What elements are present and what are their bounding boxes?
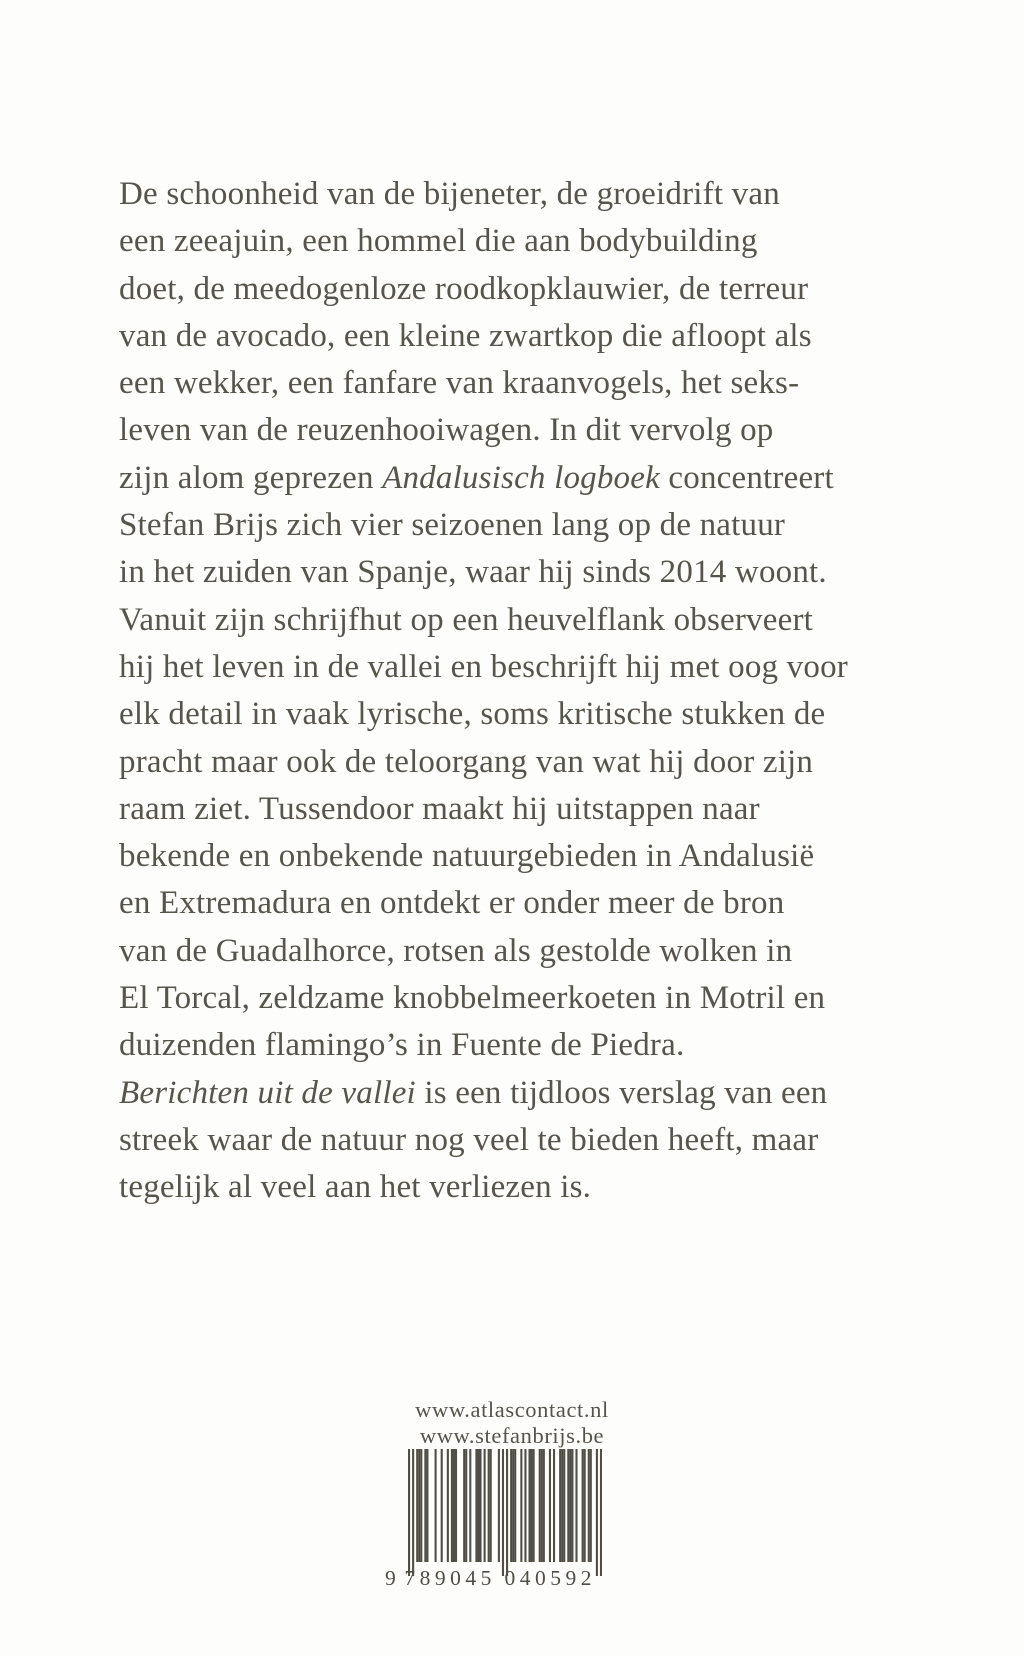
blurb-line: van de avocado, een kleine zwartkop die afloopt als	[119, 317, 812, 354]
ean13-barcode	[408, 1449, 602, 1576]
blurb-line: hij het leven in de vallei en beschrijft hij met oog voor	[119, 648, 848, 685]
blurb-line: van de Guadalhorce, rotsen als gestolde wolken in	[119, 932, 793, 969]
blurb-line: Vanuit zijn schrijfhut op een heuvelflank observeert	[119, 601, 814, 638]
blurb-line: Stefan Brijs zich vier seizoenen lang op de natuur	[119, 507, 786, 544]
blurb-line: een wekker, een fanfare van kraanvogels, het seks-	[119, 365, 800, 402]
isbn-first-digit: 9	[385, 1566, 396, 1590]
blurb-line: in het zuiden van Spanje, waar hij sinds 2014 woont.	[119, 554, 827, 591]
isbn-digits	[385, 1566, 596, 1590]
blurb-line: Berichten uit de vallei is een tijdloos verslag van een	[119, 1074, 828, 1111]
blurb-line: doet, de meedogenloze roodkopklauwier, de terreur	[119, 270, 809, 307]
blurb-line: leven van de reuzenhooiwagen. In dit vervolg op	[119, 412, 774, 449]
blurb-line: een zeeajuin, een hommel die aan bodybuilding	[119, 223, 758, 260]
author-url: www.stefanbrijs.be	[419, 1422, 605, 1448]
blurb-line: raam ziet. Tussendoor maakt hij uitstappen naar	[119, 790, 760, 827]
publisher-urls	[0, 1397, 1024, 1448]
blurb-line: bekende en onbekende natuurgebieden in Andalusië	[119, 838, 815, 875]
publisher-url: www.atlascontact.nl	[415, 1397, 609, 1422]
blurb-line: De schoonheid van de bijeneter, de groeidrift van	[119, 176, 780, 212]
blurb-line: tegelijk al veel aan het verliezen is.	[119, 1169, 592, 1206]
blurb-line: El Torcal, zeldzame knobbelmeerkoeten in Motril en	[119, 980, 826, 1017]
blurb-line: streek waar de natuur nog veel te bieden heeft, maar	[119, 1121, 819, 1158]
isbn-right-group: 040592	[504, 1566, 596, 1590]
blurb	[119, 171, 919, 1212]
blurb-line: zijn alom geprezen Andalusisch logboek concentreert	[119, 459, 834, 496]
blurb-line: duizenden flamingo’s in Fuente de Piedra.	[119, 1027, 685, 1064]
blurb-line: en Extremadura en ontdekt er onder meer de bron	[119, 885, 785, 922]
blurb-line: pracht maar ook de teloorgang van wat hij door zijn	[119, 743, 814, 780]
blurb-line: elk detail in vaak lyrische, soms kritische stukken de	[119, 696, 826, 733]
isbn-left-group: 789045	[404, 1566, 496, 1590]
